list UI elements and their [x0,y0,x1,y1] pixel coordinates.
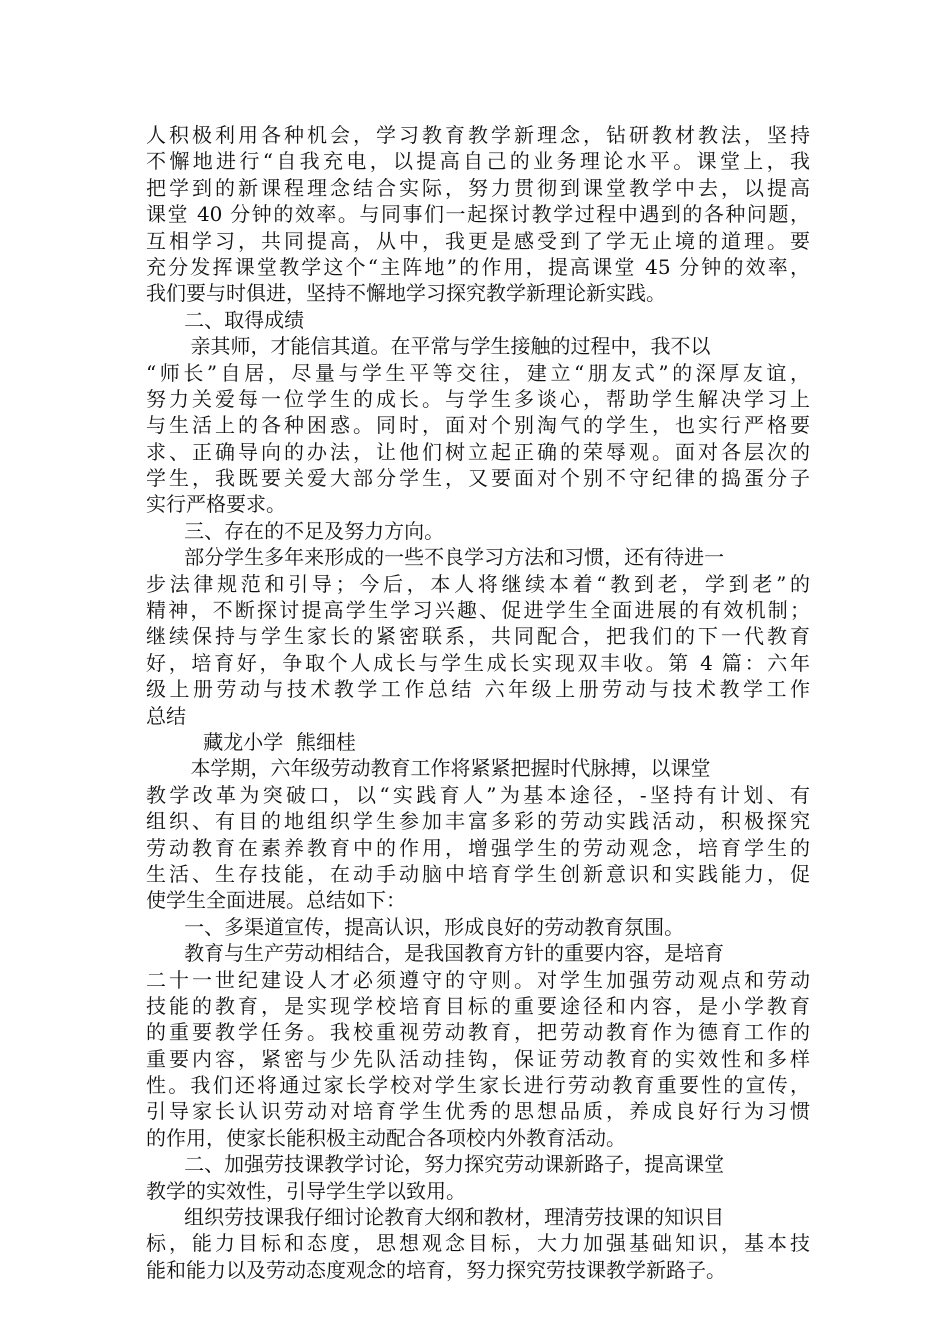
text-line: 步法律规范和引导；今后，本人将继续本着“教到老，学到老”的 [146,571,810,596]
text-line: 总结 [146,703,186,728]
text-line: 互相学习，共同提高，从中，我更是感受到了学无止境的道理。要 [146,228,810,253]
document-body [146,122,810,1283]
text-line: 实行严格要求。 [146,492,286,517]
text-line: 生活、生存技能，在动手动脑中培育学生创新意识和实践能力，促 [146,861,810,886]
text-line: 我们要与时俱进，坚持不懈地学习探究教学新理论新实践。 [146,281,666,306]
text-line: “师长”自居，尽量与学生平等交往，建立“朋友式”的深厚友谊， [146,360,810,385]
text-line: 精神，不断探讨提高学生学习兴趣、促进学生全面进展的有效机制； [146,598,810,623]
text-line: 技能的教育，是实现学校培育目标的重要途径和内容，是小学教育 [146,993,810,1018]
text-line: 学生，我既要关爱大部分学生，又要面对个别不守纪律的捣蛋分子 [146,466,810,491]
text-line: 求、正确导向的办法，让他们树立起正确的荣辱观。面对各层次的 [146,439,810,464]
text-line: 二、取得成绩 [146,307,305,332]
text-line: 教学的实效性，引导学生学以致用。 [146,1178,466,1203]
text-line: 组织、有目的地组织学生参加丰富多彩的劳动实践活动，积极探究 [146,809,810,834]
text-line: 藏龙小学 熊细桂 [146,729,356,754]
text-line: 教育与生产劳动相结合，是我国教育方针的重要内容，是培育 [146,941,725,966]
text-line: 级上册劳动与技术教学工作总结 六年级上册劳动与技术教学工作 [146,677,810,702]
text-line: 能和能力以及劳动态度观念的培育，努力探究劳技课教学新路子。 [146,1257,726,1282]
text-line: 好，培育好，争取个人成长与学生成长实现双丰收。第 4 篇：六年 [146,650,810,675]
text-line: 人积极利用各种机会，学习教育教学新理念，钻研教材教法，坚持 [146,123,810,147]
text-line: 引导家长认识劳动对培育学生优秀的思想品质，养成良好行为习惯 [146,1099,810,1124]
text-line: 充分发挥课堂教学这个“主阵地”的作用，提高课堂 45 分钟的效率， [146,254,810,279]
text-line: 亲其师，才能信其道。在平常与学生接触的过程中，我不以 [146,334,711,359]
text-line: 教学改革为突破口，以“实践育人”为基本途径，-坚持有计划、有 [146,782,810,807]
text-line: 三、存在的不足及努力方向。 [146,518,445,543]
text-line: 的重要教学任务。我校重视劳动教育，把劳动教育作为德育工作的 [146,1020,810,1045]
text-line: 与生活上的各种困惑。同时，面对个别淘气的学生，也实行严格要 [146,413,810,438]
text-line: 使学生全面进展。总结如下： [146,888,406,913]
text-line: 继续保持与学生家长的紧密联系，共同配合，把我们的下一代教育 [146,624,810,649]
text-line: 本学期，六年级劳动教育工作将紧紧把握时代脉搏，以课堂 [146,756,711,781]
text-line: 把学到的新课程理念结合实际，努力贯彻到课堂教学中去，以提高 [146,175,810,200]
text-line: 努力关爱每一位学生的成长。与学生多谈心，帮助学生解决学习上 [146,386,810,411]
text-line: 的作用，使家长能积极主动配合各项校内外教育活动。 [146,1125,626,1150]
text-line: 部分学生多年来形成的一些不良学习方法和习惯，还有待进一 [146,545,725,570]
text-line: 二十一世纪建设人才必须遵守的守则。对学生加强劳动观点和劳动 [146,967,810,992]
text-line: 组织劳技课我仔细讨论教育大纲和教材，理清劳技课的知识目 [146,1205,725,1230]
text-line: 重要内容，紧密与少先队活动挂钩，保证劳动教育的实效性和多样 [146,1046,810,1071]
text-line: 一、多渠道宣传，提高认识，形成良好的劳动教育氛围。 [146,914,685,939]
text-line: 性。我们还将通过家长学校对学生家长进行劳动教育重要性的宣传， [146,1073,810,1098]
text-line: 不懈地进行“自我充电，以提高自己的业务理论水平。课堂上，我 [146,149,810,174]
text-line: 二、加强劳技课教学讨论，努力探究劳动课新路子，提高课堂 [146,1152,725,1177]
text-line: 课堂 40 分钟的效率。与同事们一起探讨教学过程中遇到的各种问题， [146,202,810,227]
text-line: 标，能力目标和态度，思想观念目标，大力加强基础知识，基本技 [146,1231,810,1256]
text-line: 劳动教育在素养教育中的作用，增强学生的劳动观念，培育学生的 [146,835,810,860]
